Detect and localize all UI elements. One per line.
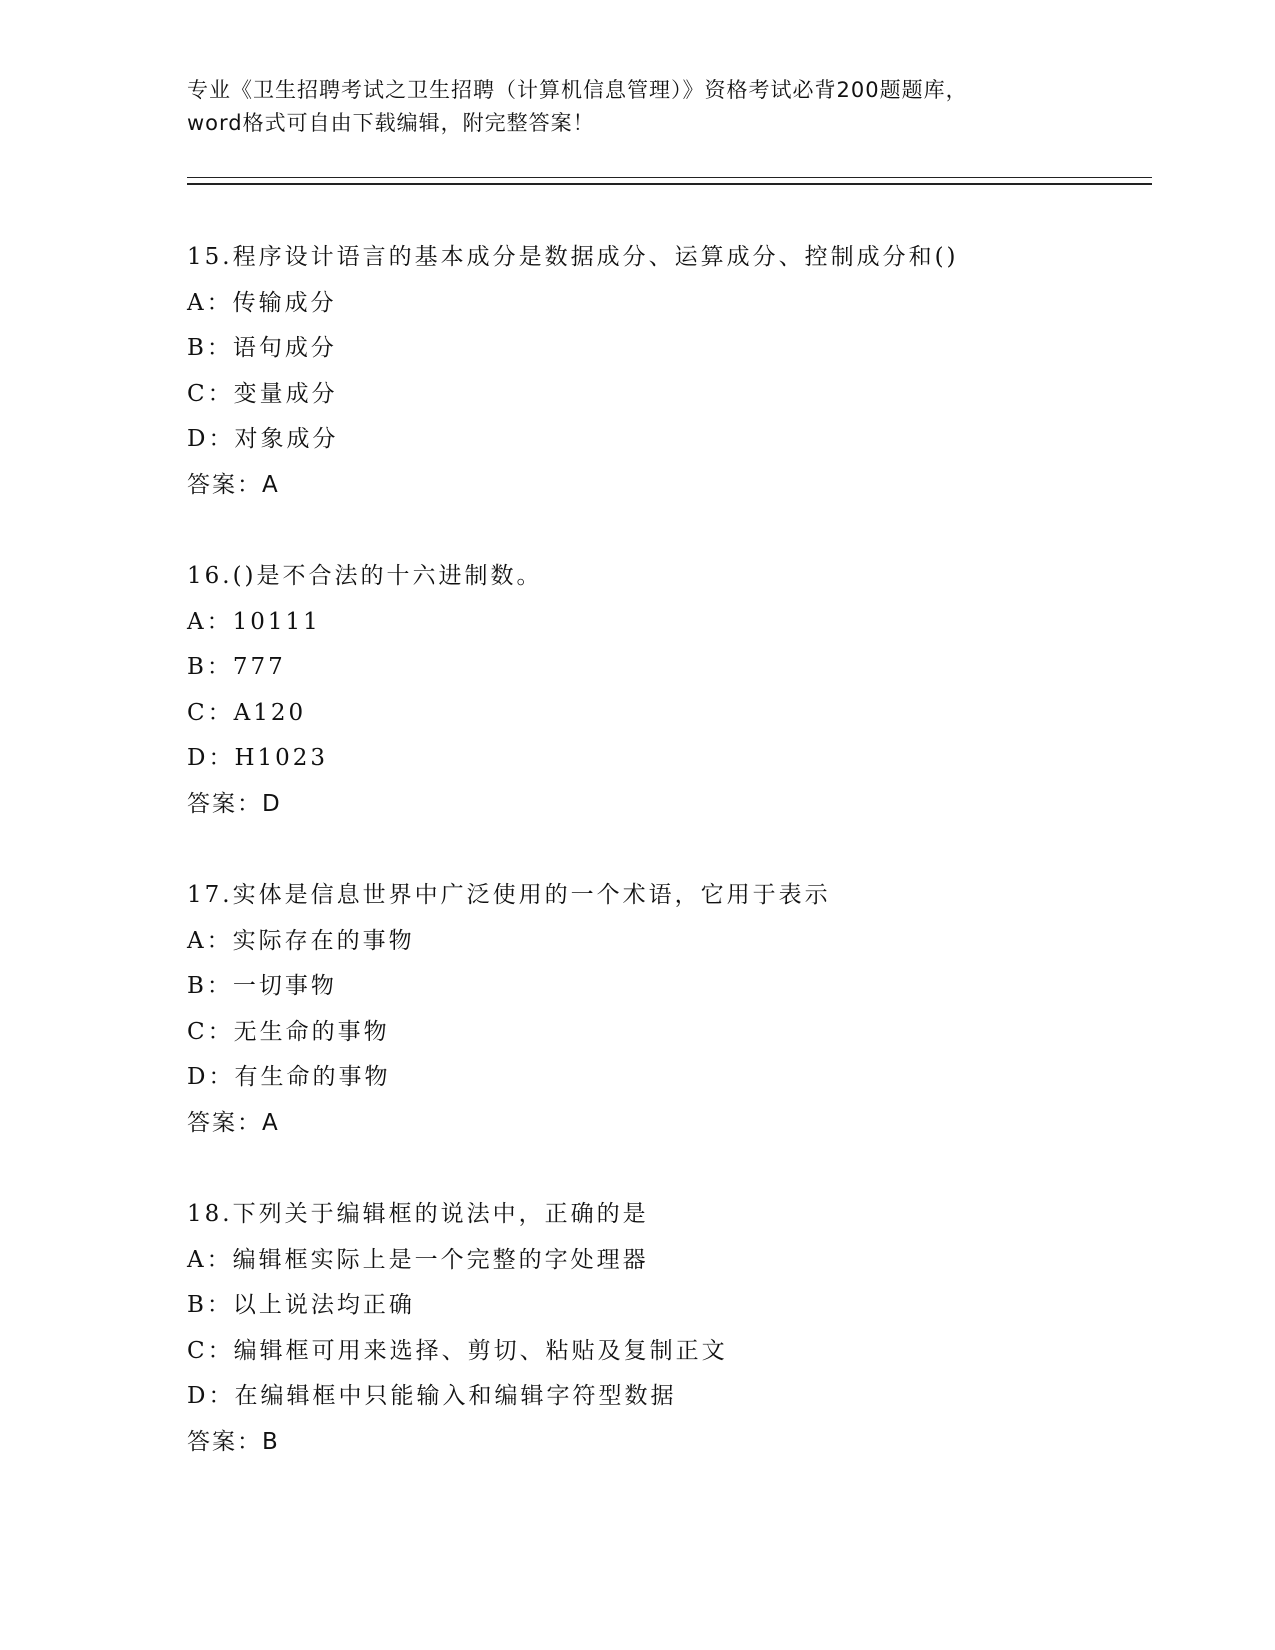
option-a: A：编辑框实际上是一个完整的字处理器 — [187, 1246, 649, 1273]
option-b: B：一切事物 — [187, 973, 337, 999]
option-c: C：编辑框可用来选择、剪切、粘贴及复制正文 — [187, 1337, 728, 1364]
header-line-2: word格式可自由下载编辑，附完整答案！ — [187, 111, 595, 135]
question-16 — [187, 554, 1147, 827]
option-d: D：H1023 — [187, 745, 329, 771]
option-b: B：语句成分 — [187, 335, 337, 361]
header-divider-bottom — [187, 183, 1152, 185]
option-a: A：传输成分 — [187, 289, 337, 316]
option-d: D：在编辑框中只能输入和编辑字符型数据 — [187, 1383, 677, 1409]
header-divider-top — [187, 177, 1152, 178]
question-stem: 15.程序设计语言的基本成分是数据成分、运算成分、控制成分和() — [187, 244, 959, 270]
option-b: B：777 — [187, 654, 286, 680]
answer-line: 答案：B — [187, 1428, 280, 1455]
header-line-1: 专业《卫生招聘考试之卫生招聘（计算机信息管理）》资格考试必背200题题库， — [187, 78, 968, 102]
option-b: B：以上说法均正确 — [187, 1292, 415, 1318]
question-stem: 17.实体是信息世界中广泛使用的一个术语，它用于表示 — [187, 882, 831, 908]
answer-line: 答案：D — [187, 790, 282, 817]
option-d: D：对象成分 — [187, 426, 339, 452]
option-a: A：实际存在的事物 — [187, 927, 415, 954]
option-c: C：变量成分 — [187, 380, 338, 407]
answer-line: 答案：A — [187, 1109, 280, 1136]
option-c: C：无生命的事物 — [187, 1018, 390, 1045]
option-a: A：10111 — [187, 608, 321, 635]
option-c: C：A120 — [187, 699, 307, 726]
question-stem: 18.下列关于编辑框的说法中，正确的是 — [187, 1201, 649, 1227]
option-d: D：有生命的事物 — [187, 1064, 391, 1090]
question-stem: 16.()是不合法的十六进制数。 — [187, 563, 543, 589]
document-header — [187, 74, 1087, 140]
question-18 — [187, 1192, 1147, 1465]
answer-line: 答案：A — [187, 471, 280, 498]
question-15 — [187, 235, 1147, 508]
question-17 — [187, 873, 1147, 1146]
